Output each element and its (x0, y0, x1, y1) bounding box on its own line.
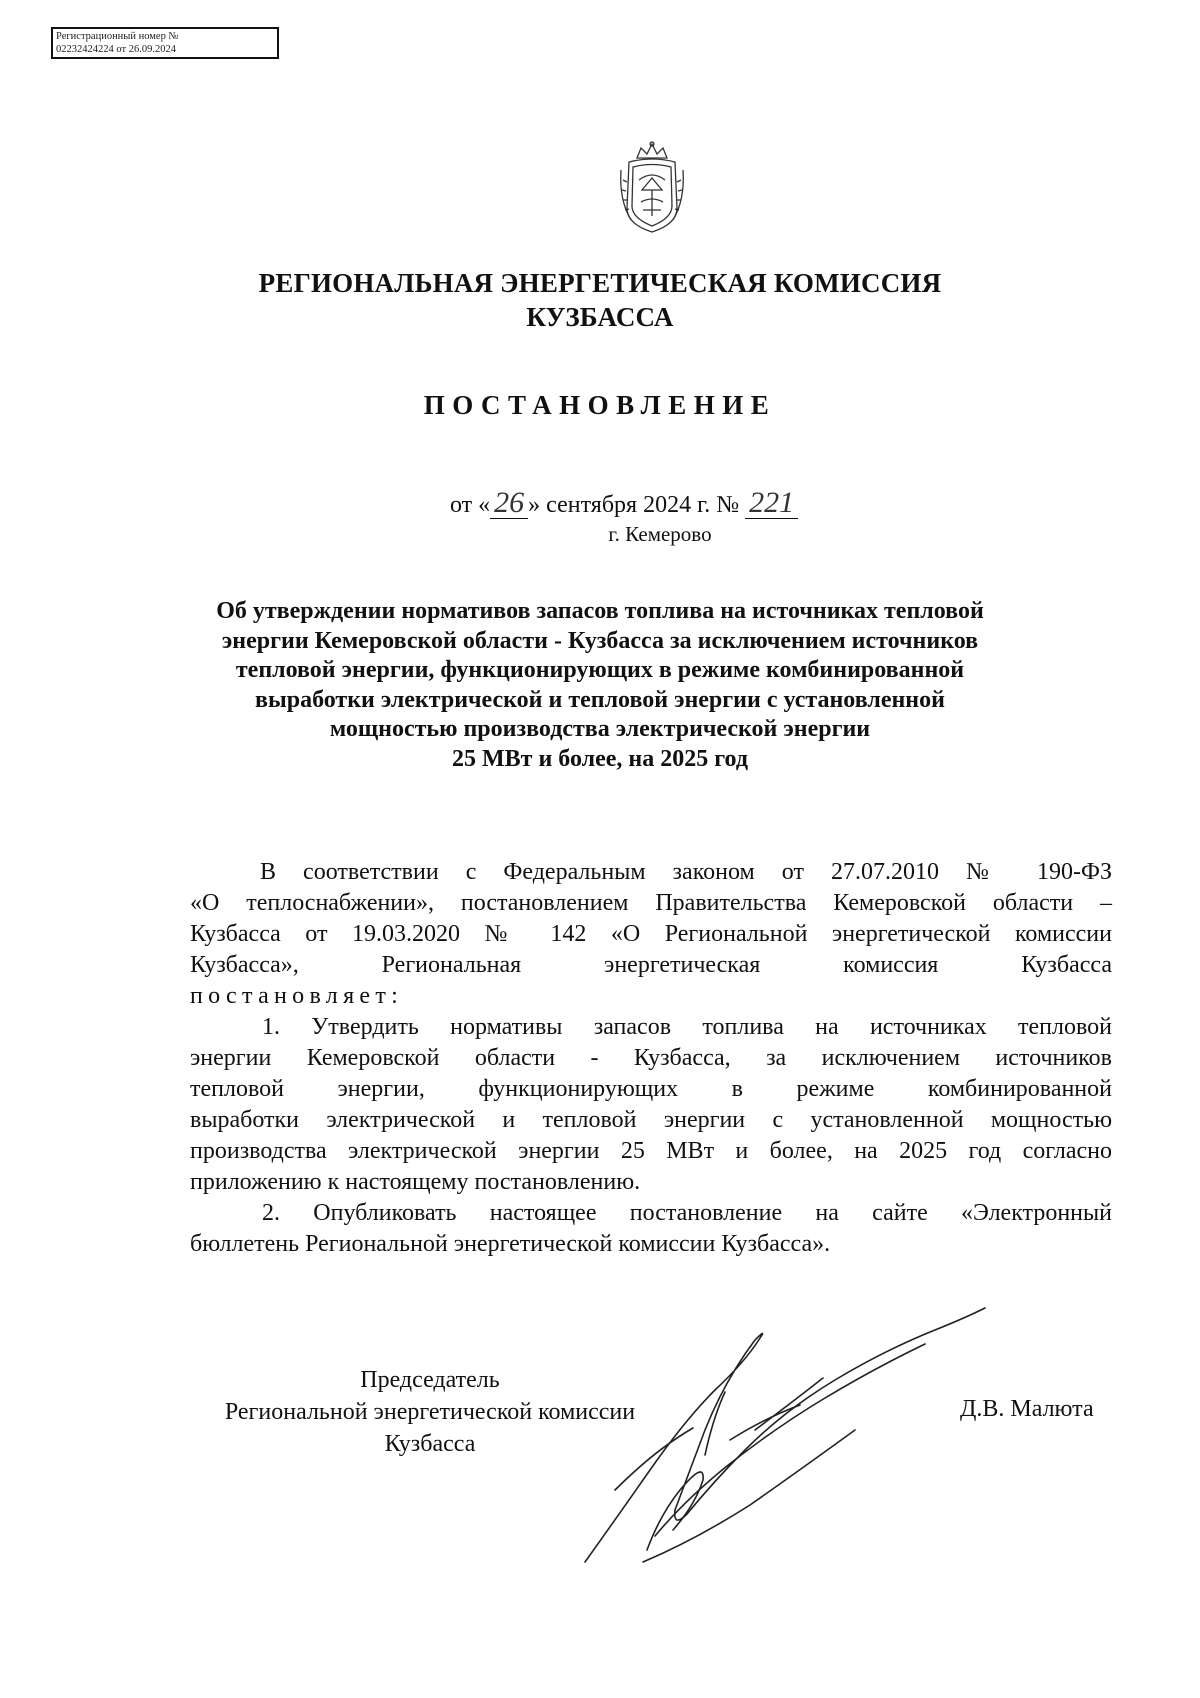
item-1-line: тепловой энергии, функционирующих в режиме комбинированной (190, 1076, 1112, 1102)
registration-number: 02232424224 от 26.09.2024 (56, 44, 176, 55)
item-1-line: выработки электрической и тепловой энергии с установленной мощностью (190, 1107, 1112, 1133)
signatory-position-line: Кузбасса (384, 1431, 476, 1457)
item-1-line: энергии Кемеровской области - Кузбасса, за исключением источников (190, 1045, 1112, 1071)
date-line (450, 486, 798, 519)
subject-line: тепловой энергии, функционирующих в режиме комбинированной (235, 657, 965, 683)
signatory-position-line: Региональной энергетической комиссии (224, 1399, 636, 1425)
subject-line: 25 МВт и более, на 2025 год (452, 745, 748, 772)
organization-title-line: РЕГИОНАЛЬНАЯ ЭНЕРГЕТИЧЕСКАЯ КОМИССИЯ (258, 268, 942, 298)
document-type: ПОСТАНОВЛЕНИЕ (423, 390, 777, 420)
item-1-line: приложению к настоящему постановлению. (190, 1169, 641, 1195)
document-number: 221 (749, 486, 795, 519)
subject-line: мощностью производства электрической энергии (329, 716, 871, 742)
date-prefix: от « (450, 492, 491, 518)
preamble-line: В соответствии с Федеральным законом от 27.07.2010 № 190-ФЗ (260, 859, 1112, 885)
date-day-field (490, 486, 528, 519)
signatory-name: Д.В. Малюта (960, 1396, 1094, 1422)
signatory-position-line: Председатель (360, 1367, 500, 1393)
registration-label: Регистрационный номер № (56, 31, 179, 42)
organization-title-line: КУЗБАССА (526, 302, 674, 332)
date-month-year: » сентября 2024 г. № (528, 492, 740, 518)
subject-line: энергии Кемеровской области - Кузбасса за исключением источников (221, 627, 979, 654)
subject-line: выработки электрической и тепловой энергии с установленной (255, 686, 945, 713)
preamble-line: «О теплоснабжении», постановлением Правительства Кемеровской области – (190, 890, 1112, 916)
item-1-line: 1. Утвердить нормативы запасов топлива на источниках тепловой (262, 1014, 1112, 1040)
organization-title (0, 266, 1200, 334)
preamble-line: Кузбасса от 19.03.2020 № 142 «О Региональной энергетической комиссии (190, 921, 1112, 947)
registration-stamp (51, 27, 279, 59)
handwritten-signature (555, 1300, 1000, 1570)
subject-line: Об утверждении нормативов запасов топлива на источниках тепловой (216, 598, 984, 624)
item-2-line: бюллетень Региональной энергетической комиссии Кузбасса». (190, 1231, 831, 1257)
city: г. Кемерово (608, 522, 712, 546)
document-subject (150, 597, 1050, 774)
coat-of-arms-icon (617, 140, 687, 236)
item-1-line: производства электрической энергии 25 МВт и более, на 2025 год согласно (190, 1138, 1112, 1164)
preamble-line: Кузбасса», Региональная энергетическая комиссия Кузбасса (190, 952, 1112, 978)
resolves-word: постановляет: (190, 983, 404, 1009)
document-number-field (745, 486, 798, 519)
item-2-line: 2. Опубликовать настоящее постановление на сайте «Электронный (262, 1200, 1112, 1226)
date-day: 26 (494, 486, 525, 519)
document-body (190, 857, 1112, 1260)
